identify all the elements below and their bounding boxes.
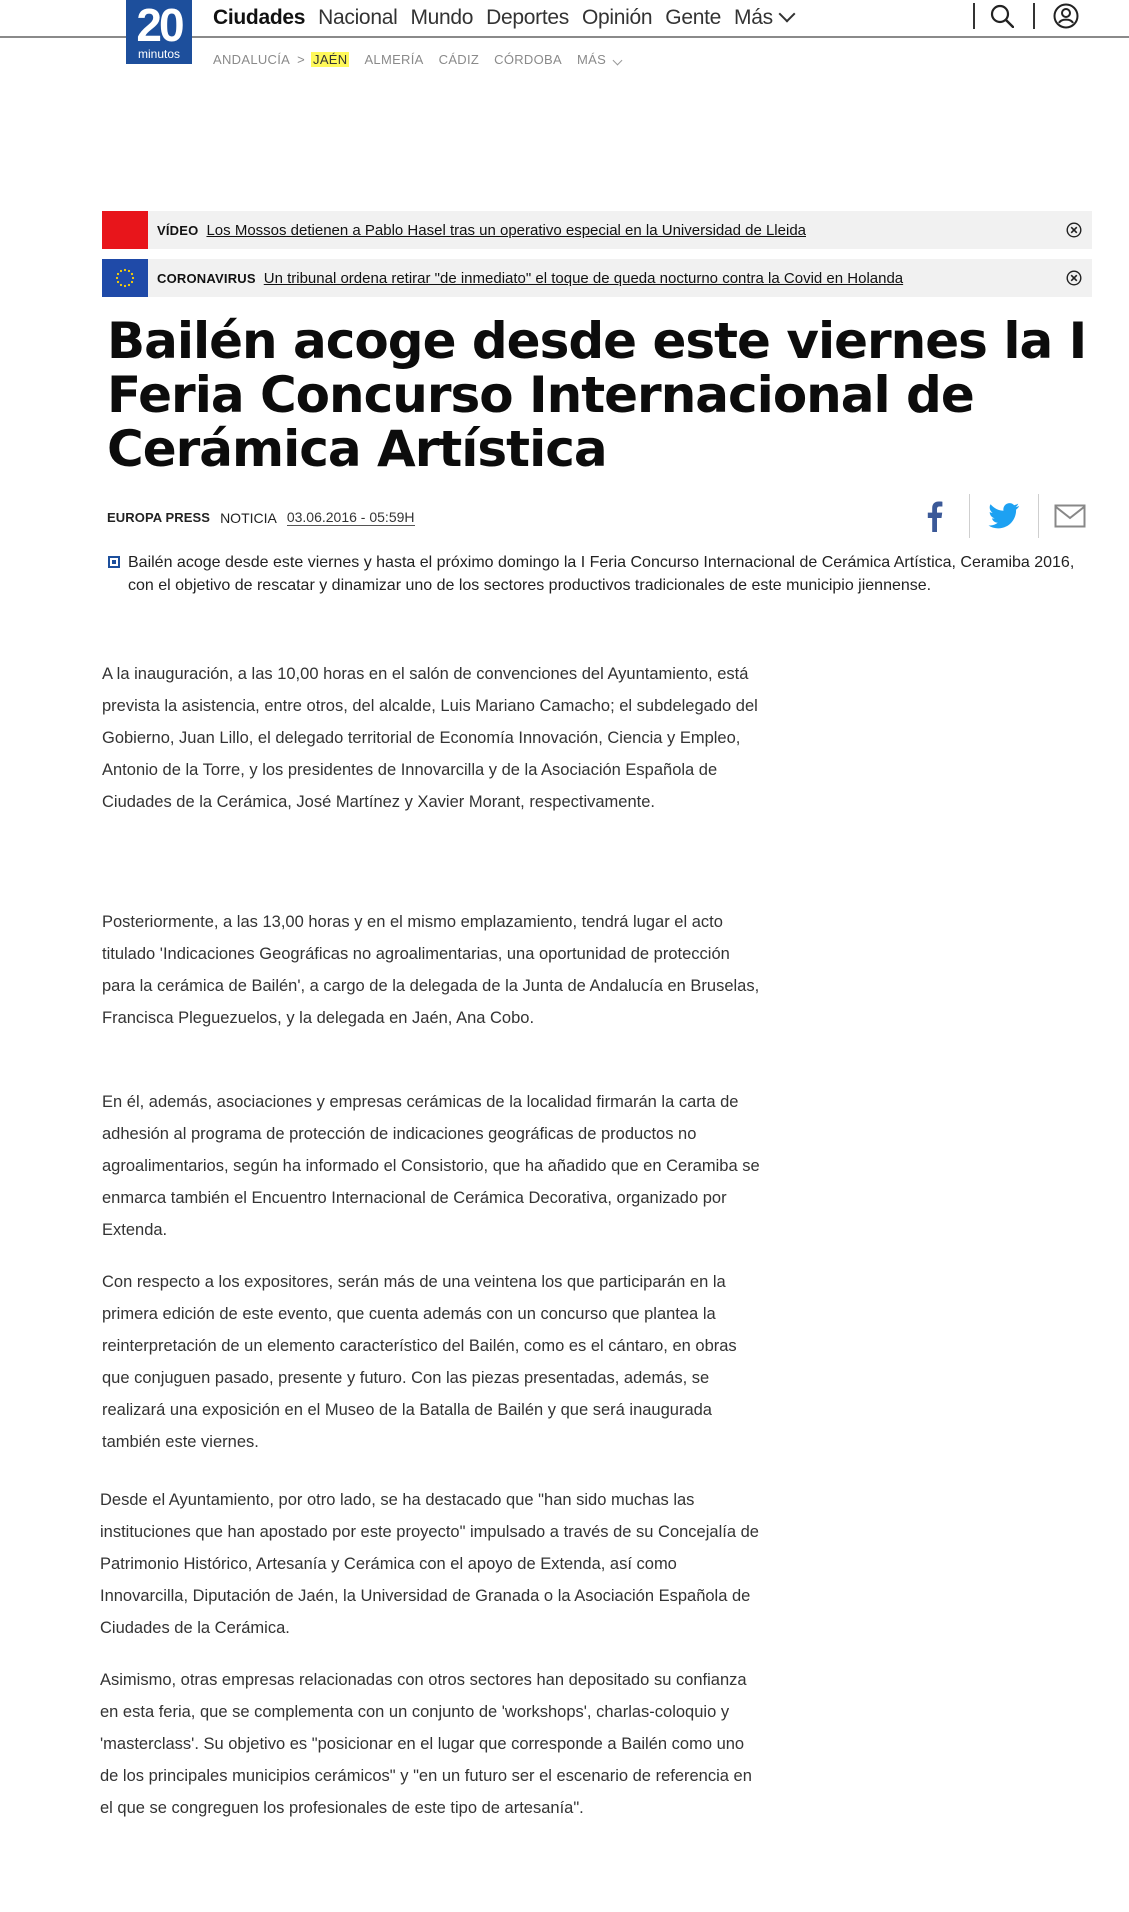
article-title: Bailén acoge desde este viernes la I Feria Concurso Internacional de Cerámica Artística [107, 312, 1087, 478]
header-divider [973, 3, 975, 29]
article-paragraph: En él, además, asociaciones y empresas cerámicas de la localidad firmarán la carta de adhesión al programa de protección de indicaciones geográficas de productos no agroalimentarios, según ha informado el Consistorio, que ha añadido que en Ceramiba se enmarca también el Encuentro Internacional de Cerámica Decorativa, organizado por Extenda. [102, 1093, 760, 1239]
subnav-item-mas-label: MÁS [576, 52, 607, 67]
logo-text: minutos [137, 47, 181, 61]
nav-item-ciudades[interactable]: Ciudades [213, 6, 306, 29]
close-icon[interactable] [1066, 222, 1082, 238]
subnav-item-cadiz[interactable]: CÁDIZ [438, 52, 480, 67]
user-icon[interactable] [1053, 3, 1079, 29]
main-nav [213, 3, 806, 33]
share-facebook-button[interactable] [902, 494, 966, 538]
regional-nav [213, 52, 636, 67]
logo-number: 20 [136, 0, 182, 51]
site-logo[interactable] [126, 0, 192, 64]
alert-tag: VÍDEO [157, 222, 199, 238]
facebook-icon [924, 500, 944, 532]
twitter-icon [988, 503, 1020, 529]
chevron-down-icon [778, 6, 795, 23]
alert-link[interactable]: Los Mossos detienen a Pablo Hasel tras un operativo especial en la Universidad de Lleida [206, 221, 806, 239]
nav-item-mundo[interactable]: Mundo [410, 6, 474, 29]
breaking-alert-coronavirus [102, 259, 1092, 297]
nav-item-nacional[interactable]: Nacional [318, 6, 398, 29]
breaking-alert-video [102, 211, 1092, 249]
article-paragraph: Desde el Ayuntamiento, por otro lado, se ha destacado que "han sido muchas las instituciones que han apostado por este proyecto" impulsado a través de su Concejalía de Patrimonio Histórico, Artesanía y Cerámica con el apoyo de Extenda, así como Innovarcilla, Diputación de Jaén, la Universidad de Granada o la Asociación Española de Ciudades de la Cerámica. [100, 1491, 759, 1637]
article-summary [108, 551, 1078, 597]
subnav-item-cordoba[interactable]: CÓRDOBA [494, 52, 562, 67]
alert-thumbnail[interactable] [102, 211, 148, 249]
share-email-button[interactable] [1038, 494, 1102, 538]
nav-item-opinion[interactable]: Opinión [581, 6, 653, 29]
article-paragraph: Con respecto a los expositores, serán más de una veintena los que participarán en la primera edición de este evento, que cuenta además con un concurso que plantea la reinterpretación de un elemento característico del Bailén, como es el cántaro, en obras que conjuguen pasado, presente y futuro. Con las piezas presentadas, además, se realizará una exposición en el Museo de la Batalla de Bailén y que será inaugurada también este viernes. [102, 1273, 737, 1451]
subnav-item-jaen[interactable]: JAÉN [313, 52, 348, 67]
article-type: NOTICIA [220, 509, 277, 526]
close-icon[interactable] [1066, 270, 1082, 286]
chevron-down-icon [613, 56, 623, 66]
breadcrumb-separator: > [297, 52, 306, 67]
share-divider [969, 494, 970, 538]
subnav-item-mas[interactable] [577, 52, 621, 67]
summary-text: Bailén acoge desde este viernes y hasta el próximo domingo la I Feria Concurso Internacional de Cerámica Artística, Ceramiba 2016, con el objetivo de rescatar y dinamizar uno de los sectores productivos tradicionales de este municipio jiennense. [128, 554, 1075, 594]
article-paragraph: A la inauguración, a las 10,00 horas en el salón de convenciones del Ayuntamiento, está prevista la asistencia, entre otros, del alcalde, Luis Mariano Camacho; el subdelegado del Gobierno, Juan Lillo, el delegado territorial de Economía Innovación, Ciencia y Empleo, Antonio de la Torre, y los presidentes de Innovarcilla y de la Asociación Española de Ciudades de la Cerámica, José Martínez y Xavier Morant, respectivamente. [102, 665, 758, 811]
article-byline [107, 509, 415, 526]
article-paragraph: Asimismo, otras empresas relacionadas con otros sectores han depositado su confianza en esta feria, que se complementa con un conjunto de 'workshops', charlas-coloquio y 'masterclass'. Su objetivo es "posicionar en el lugar que corresponde a Bailén como uno de los principales municipios cerámicos" y "en un futuro ser el escenario de referencia en el que se congreguen los profesionales de este tipo de artesanía". [100, 1671, 752, 1817]
nav-item-mas-label: Más [734, 6, 773, 29]
article-paragraph: Posteriormente, a las 13,00 horas y en el mismo emplazamiento, tendrá lugar el acto titulado 'Indicaciones Geográficas no agroalimentarias, una oportunidad de protección para la cerámica de Bailén', a cargo de la delegada de la Junta de Andalucía en Bruselas, Francisca Pleguezuelos, y la delegada en Jaén, Ana Cobo. [102, 913, 760, 1027]
article-source: EUROPA PRESS [107, 510, 211, 525]
subnav-item-andalucia[interactable]: ANDALUCÍA [213, 52, 291, 67]
summary-bullet-icon [108, 556, 120, 568]
alert-tag: CORONAVIRUS [157, 270, 256, 286]
header-divider [1033, 3, 1035, 29]
subnav-item-almeria[interactable]: ALMERÍA [364, 52, 424, 67]
nav-item-deportes[interactable]: Deportes [486, 6, 569, 29]
search-icon[interactable] [990, 4, 1014, 28]
alert-link[interactable]: Un tribunal ordena retirar "de inmediato" el toque de queda nocturno contra la Covid en Holanda [263, 269, 904, 287]
eu-flag-icon[interactable] [102, 259, 148, 297]
email-icon [1054, 504, 1086, 528]
nav-item-gente[interactable]: Gente [665, 6, 721, 29]
share-twitter-button[interactable] [972, 494, 1036, 538]
article-date: 03.06.2016 - 05:59H [286, 509, 415, 525]
nav-item-mas[interactable] [734, 6, 793, 30]
